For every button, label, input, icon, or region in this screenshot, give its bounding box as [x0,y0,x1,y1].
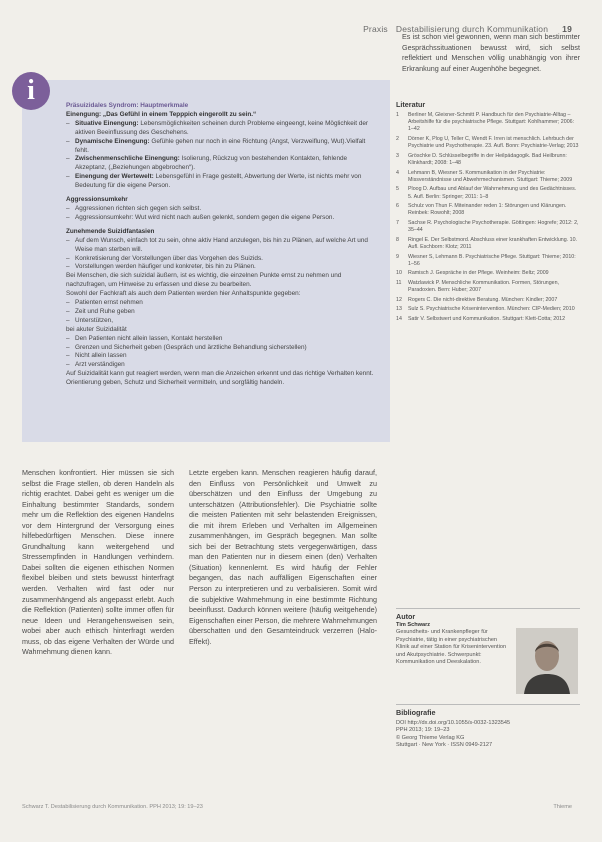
reference-item [396,220,580,234]
bibliography-line: © Georg Thieme Verlag KG [396,734,465,741]
author-heading: Autor [396,612,416,621]
reference-text: Gröschke D. Schlüsselbegriffe in der Heilpädagogik. Bad Heilbrunn: Klinkhardt; 2008: 1–48 [408,152,567,166]
author-portrait-icon [516,628,578,694]
reference-item [396,112,580,134]
reference-item [396,297,580,304]
author-portrait [516,628,578,694]
reference-number: 5 [396,186,399,193]
list-item: – Arzt verständigen [66,361,380,370]
reference-text: Satir V. Selbstwert und Kommunikation. Stuttgart: Klett-Cotta; 2012 [408,315,566,322]
reference-number: 12 [396,296,402,303]
list-item: – Unterstützen, [66,317,380,326]
reference-text: Sachse R. Psychologische Psychotherapie. Göttingen: Hogrefe; 2012: 2, 35–44 [408,219,579,234]
list-item: – Auf dem Wunsch, einfach tot zu sein, ohne aktiv Hand anzulegen, bis hin zu Plänen, auf welche Art und Weise man sterben will. [66,237,380,255]
list-item: – Dynamische Einengung: Gefühle gehen nur noch in eine Richtung (Angst, Verzweiflung, Wut).Vielfalt fehlt. [66,138,380,156]
list-item: – Situative Einengung: Lebensmöglichkeiten scheinen durch Probleme eingeengt, keine Möglichkeit der aktiven Beeinflussung des Geschehens. [66,120,380,138]
section-heading: Einengung: „Das Gefühl in einem Tepppich eingerollt zu sein.“ [66,110,257,118]
list-item: – Einengung der Wertewelt: Lebensgefühl in Frage gestellt, Abwertung der Werte, ist nichts mehr von Bedeutung für die eigene Person. [66,173,380,191]
info-paragraph: bei akuter Suizidalität [66,325,127,333]
bibliography-line: DOI http://dx.doi.org/10.1055/s-0032-1323545 [396,720,511,726]
guidance-list [66,299,380,326]
reference-text: Ploog D. Aufbau und Ablauf der Wahrnehmung und des Gedächtnisses. 5. Aufl. Berlin: Springer; 2011: 1–8 [408,186,577,200]
list-item: – Aggressionsumkehr: Wut wird nicht nach außen gelenkt, sondern gegen die eigene Person. [66,214,380,223]
list-item: – Zwischenmenschliche Einengung: Isolierung, Rückzug von bestehenden Kontakten, fehlende Akzeptanz, („Beziehungen abgebrochen“). [66,155,380,173]
constriction-list [66,120,380,191]
reference-number: 14 [396,315,402,322]
bibliography-line: PPH 2013; 19: 19–23 [396,727,450,734]
reference-number: 7 [396,219,399,226]
info-icon: i [12,72,50,110]
list-item: – Nicht allein lassen [66,352,380,361]
reference-text: Dörner K, Plog U, Teller C, Wendt F. Irren ist menschlich. Lehrbuch der Psychiatrie und Psychotherapie. 23. Aufl. Bonn: Psychiatrie-Verlag; 2013 [408,136,579,150]
divider [396,704,580,705]
acute-list [66,335,380,371]
reference-text: Wiesner S, Lehmann B. Psychiatrische Pflege. Stuttgart: Thieme; 2010: 1–56 [408,253,576,267]
info-closing: Auf Suizidalität kann gut reagiert werden, wenn man die Anzeichen erkennt und das richtige Verhalten kennt. Orientierung geben, Schutz und Sicherheit vermitteln, und sorgfältig handeln. [66,370,374,387]
reference-number: 13 [396,306,402,313]
reference-number: 8 [396,236,399,243]
reference-text: Schulz von Thun F. Miteinander reden 1: Störungen und Klärungen. Reinbek: Rowohlt; 2008 [408,203,567,217]
author-description: Gesundheits- und Krankenpfleger für Psychiatrie, tätig in einer psychiatrischen Klinik auf einer Station für Krisenintervention und Akutpsychiatrie. Schwerpunkt: Kommunikation und Deeskalation. [396,629,507,666]
bibliography-heading: Bibliografie [396,708,436,717]
reference-text: Watzlawick P. Menschliche Kommunikation. Formen, Störungen, Paradoxien. Bern: Huber; 2007 [408,279,560,294]
reference-item [396,306,580,313]
reference-item [396,316,580,323]
section-heading: Zunehmende Suizidfantasien [66,227,155,235]
body-text: Letzte ergeben kann. Menschen reagieren häufig darauf, den Einfluss von Persönlichkeit und Umwelt zu überschätzen und den Einfluss der Umgebung zu unterschätzen (Attributionsfehler). Die Psychiatrie sollte die meisten Patienten mit sehr belastenden Ereignissen, die mit ihrem Erleben und Verhalten im Allgemeinen zusammenhängen, im Gespräch begegnen. Man sollte sich bei der Betrachtung stets vergegenwärtigen, dass man den Patienten nur in diesem einen (den) Verhalten (Situation) kennenlernt. Es wird häufig der Fehler begangen, das nach auffälligen Eigenschaften einer Person zu interpretieren und zu verbalisieren. Somit wird die subjektive Wahrnehmung in eine bestimmte Richtung beeinflusst. Dadurch können weitere (häufig weitgehende) Eigenschaften einer Person, die mehrere Wahrnehmungen überschatten und den Gesamteindruck verzerren (Halo-Effekt). [189,468,377,646]
author-name: Tim Schwarz [396,622,431,628]
list-item: – Patienten ernst nehmen [66,299,380,308]
reference-text: Sulz S. Psychiatrische Krisenintervention. München: CIP-Medien; 2010 [408,306,575,313]
header-section: Praxis [363,24,388,34]
reference-number: 6 [396,203,399,210]
references-list [396,112,580,326]
reference-item [396,203,580,217]
bibliography-block [396,720,580,750]
reference-text: Ringel E. Der Selbstmord. Abschluss einer krankhaften Entwicklung. 10. Aufl. Eschborn: Klotz; 2011 [408,236,577,250]
reference-item [396,280,580,294]
reference-number: 2 [396,136,399,142]
reference-text: Berliner M, Gleixner-Schmitt P. Handbuch für den Psychiatrie-Alltag – Arbeitshilfe für die psychiatrische Pflege. Stuttgart: Kohlhammer; 2006: 1–42 [408,112,575,133]
reference-item [396,270,580,277]
info-paragraph: Sowohl der Fachkraft als auch dem Patienten werden hier Anhaltspunkte gegeben: [66,290,301,298]
reference-item [396,254,580,268]
list-item: – Aggressionen richten sich gegen sich selbst. [66,205,380,214]
reference-text: Rogers C. Die nicht-direktive Beratung. München: Kindler; 2007 [408,296,558,303]
references-heading: Literatur [396,100,426,109]
author-bio [396,622,510,666]
reference-text: Lehmann B, Wiesner S. Kommunikation in der Psychiatrie: Missverständnisse und Abwehrmechanismen. Stuttgart: Thieme; 2009 [408,169,573,183]
reference-text: Ramisch J. Gespräche in der Pflege. Weinheim: Beltz; 2009 [408,270,549,277]
reference-number: 10 [396,270,402,277]
body-text: Es ist schon viel gewonnen, wenn man sich bestimmter Gesprächssituationen bewusst wird, sich selbst reflektiert und Menschen völlig unabhängig von ihrer Erkrankung auf einer Augenhöhe begegnet. [402,32,580,73]
reference-item [396,186,580,200]
list-item: – Den Patienten nicht allein lassen, Kontakt herstellen [66,335,380,344]
footer-citation: Schwarz T. Destabilisierung durch Kommunikation. PPH 2013; 19: 19–23 [22,804,203,810]
header-title: Destabilisierung durch Kommunikation [395,24,549,34]
reference-number: 9 [396,253,399,260]
page-number: 19 [562,24,572,34]
reference-number: 11 [396,279,402,286]
list-item: – Grenzen und Sicherheit geben (Gespräch und ärztliche Behandlung sicherstellen) [66,344,380,353]
reference-item [396,170,580,184]
reference-number: 4 [396,169,399,176]
list-item: – Zeit und Ruhe geben [66,308,380,317]
info-paragraph: Bei Menschen, die sich suizidal äußern, ist es wichtig, die einzelnen Punkte ernst zu nehmen und nachzufragen, um Hinweise zu erfassen und diese zu bearbeiten. [66,272,342,289]
reference-number: 3 [396,152,399,159]
divider [396,608,580,609]
footer-publisher: Thieme [553,804,572,810]
info-box-title: Präsuizidales Syndrom: Hauptmerkmale [66,102,189,109]
list-item: – Konkretisierung der Vorstellungen über das Vorgehen des Suizids. [66,255,380,264]
info-box [22,80,390,442]
body-column-right [402,32,580,74]
fantasies-list [66,237,380,273]
body-column-middle [189,468,377,647]
reference-number: 1 [396,112,399,118]
body-text: Menschen konfrontiert. Hier müssen sie sich selbst die Frage stellen, ob deren Handeln als richtig erachtet. Dabei geht es weniger um die Einhaltung bestimmter Standards, sondern mehr um die Reflektion des eigenen Handelns vor dem Hintergrund der Versorgung eines hilfebedürftigen Menschen. Diese innere Grundhaltung kann weitergehend und Stressempfinden in Handlungen verhindern. Dabei sollten die eigenen ethischen Normen flexibel bleiben und stets bewusst hinterfragt werden. Verhalten wird fast oder nur zusammenhängend als angepasst erlebt. Auch die Reflektion (Patienten) sollte immer offen für neue Ideen und Herangehensweisen sein, wobei aber auch ethisch hinterfragt werden muss, ob das eigene Verhalten der Würde und Wahrnehmung dienen kann. [22,468,174,657]
aggression-list [66,205,380,223]
reference-item [396,153,580,167]
list-item: – Vorstellungen werden häufiger und konkreter, bis hin zu Plänen. [66,263,380,272]
reference-item [396,136,580,150]
bibliography-line: Stuttgart · New York · ISSN 0949-2127 [396,742,493,749]
reference-item [396,237,580,251]
body-column-left [22,468,174,658]
section-heading: Aggressionsumkehr [66,196,128,204]
